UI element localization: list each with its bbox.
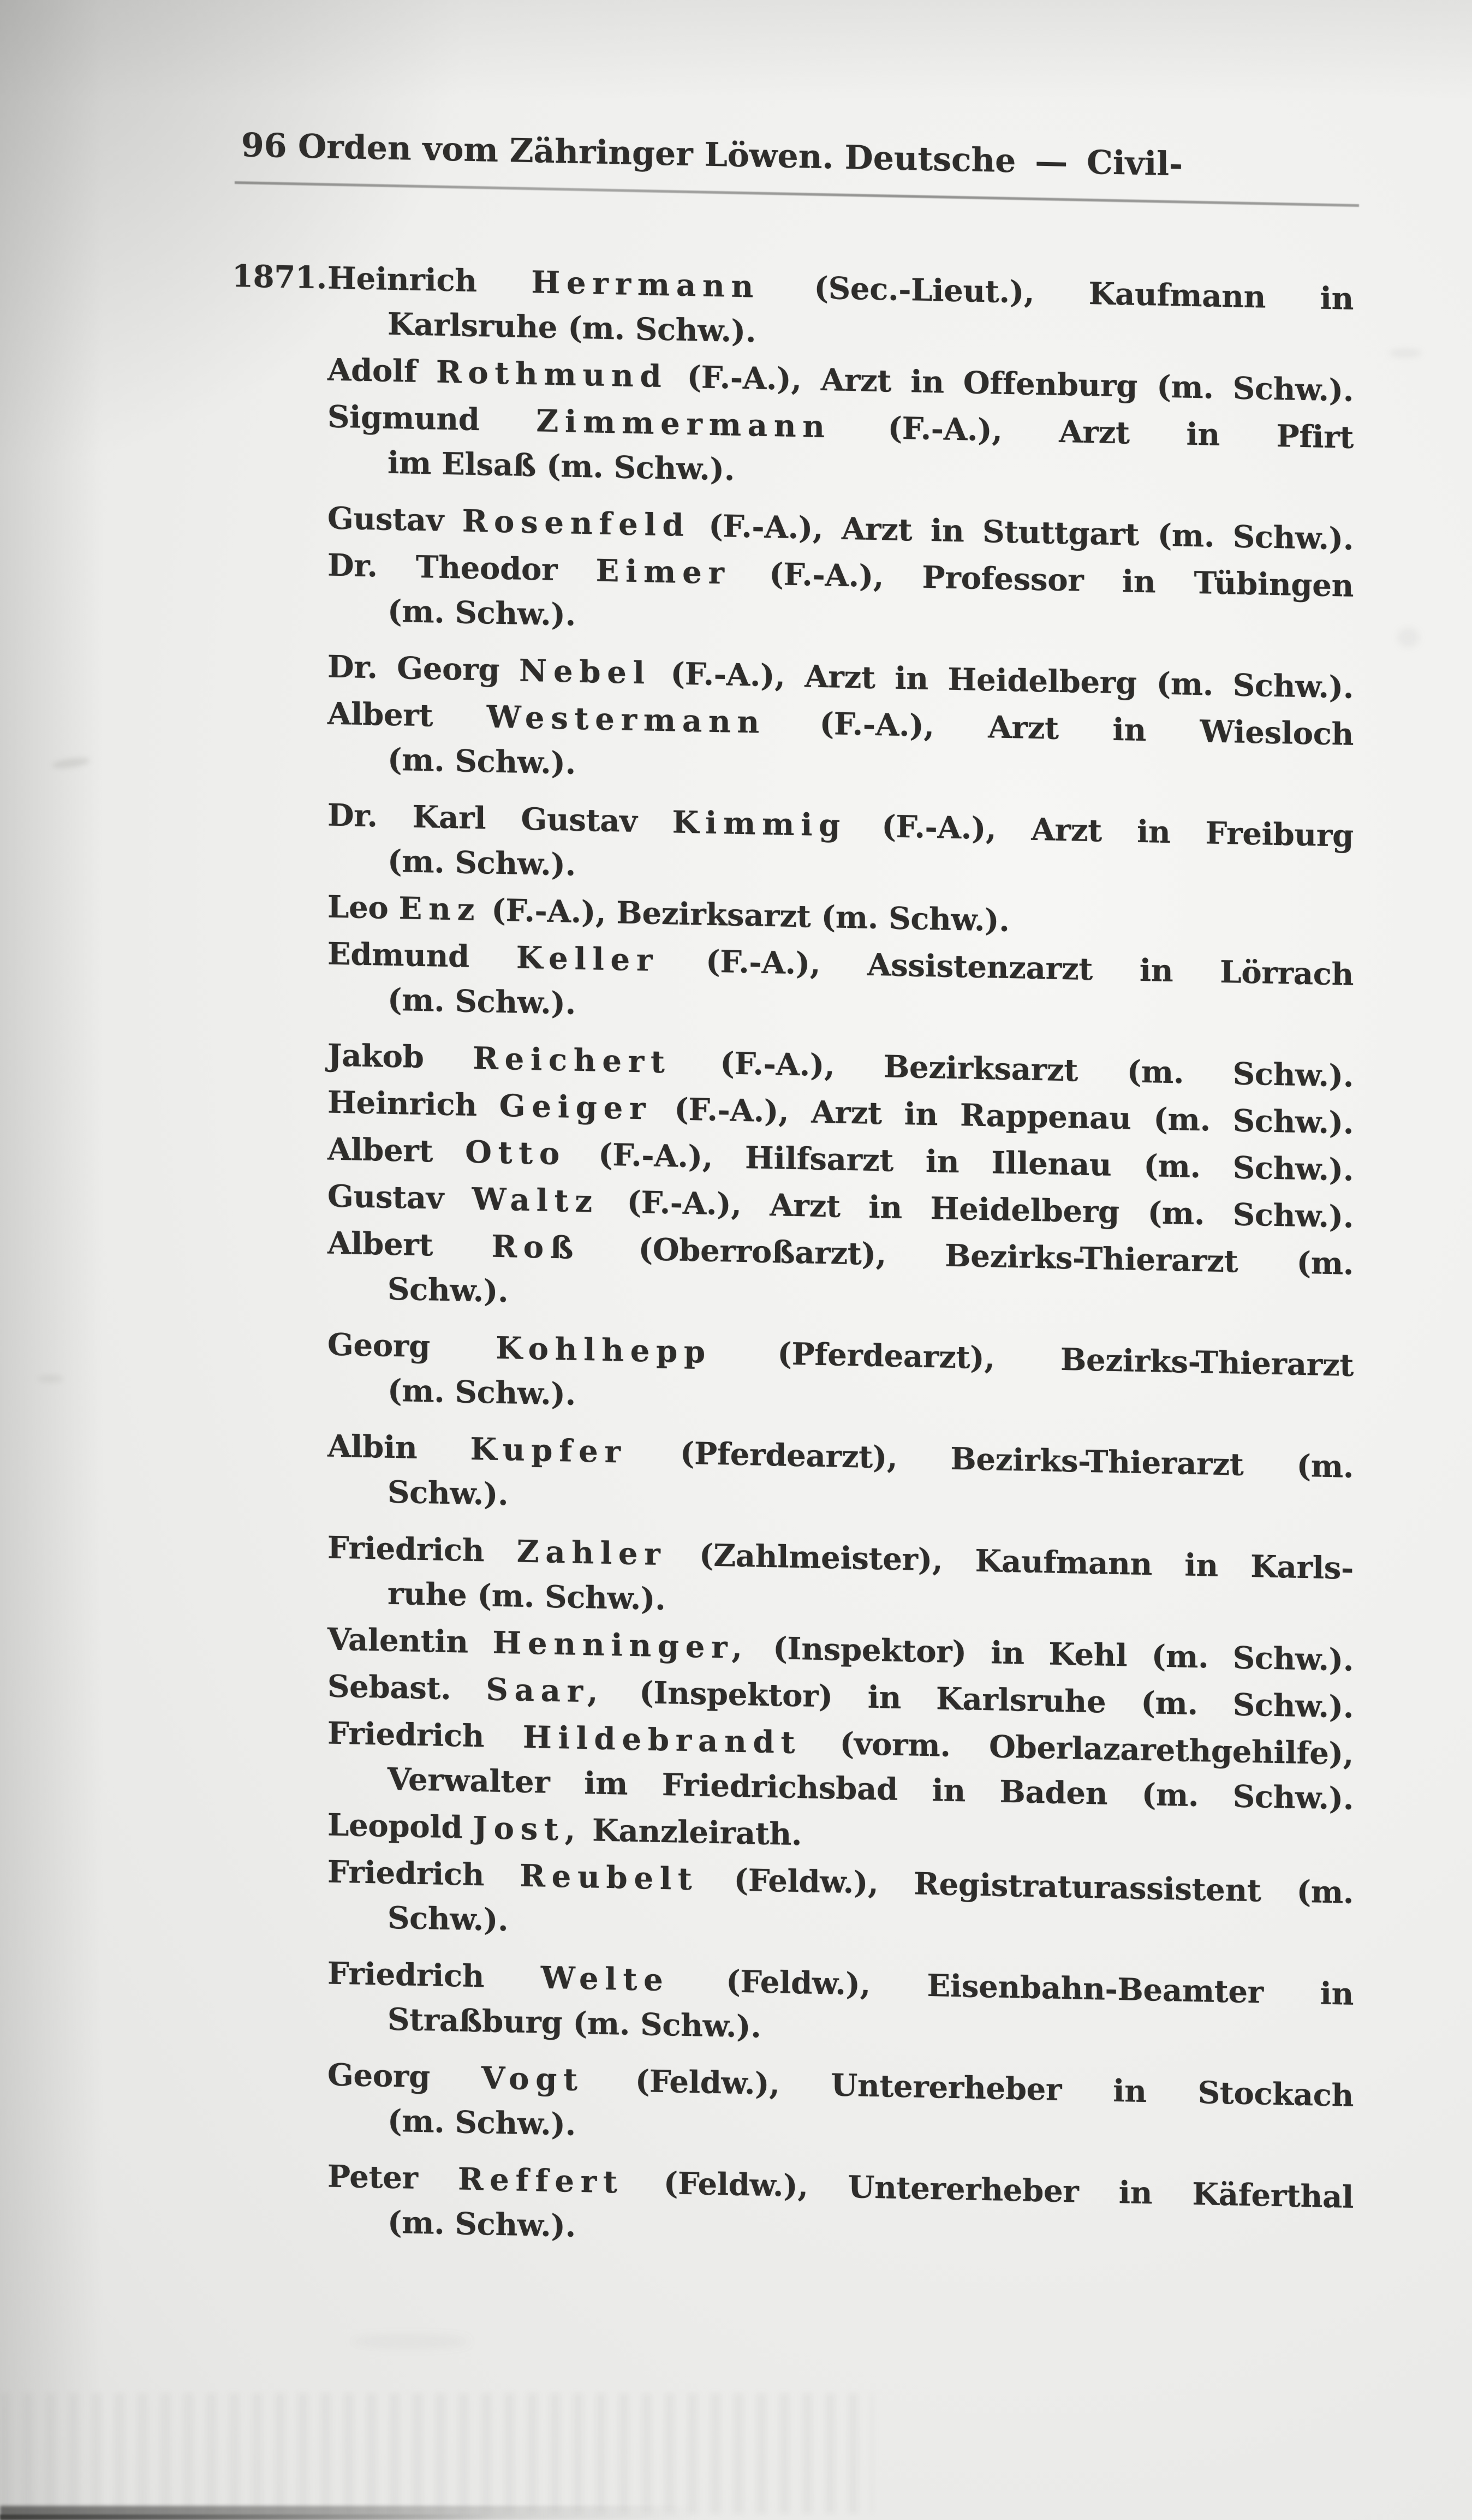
entry-text: Edmund xyxy=(327,936,516,976)
scan-smudge xyxy=(51,756,91,770)
entry-text: (F.-A.), Arzt in Rappenau (m. Schw.). xyxy=(652,1091,1354,1141)
entry-surname: Otto xyxy=(465,1134,567,1172)
entry-text: Gustav xyxy=(327,500,462,539)
entry-text: (F.-A.), Arzt in Heidelberg (m. Schw.). xyxy=(598,1183,1354,1235)
entry-text: (Inspektor) in Kehl (m. Schw.). xyxy=(748,1630,1354,1678)
entry-surname: Kimmig xyxy=(672,804,847,844)
scan-bottom-edge xyxy=(0,2515,491,2520)
list-entry xyxy=(327,691,1354,801)
scan-smudge xyxy=(1397,628,1419,647)
entry-text: (vorm. Oberlazarethgehilfe), xyxy=(801,1725,1354,1772)
entry-text: im Elsaß (m. Schw.). xyxy=(388,444,735,488)
page-number: 96 xyxy=(241,126,287,165)
entry-text: (m. Schw.). xyxy=(388,593,576,633)
list-entry xyxy=(327,543,1354,653)
entry-text: (F.-A.), Bezirksarzt (m. Schw.). xyxy=(481,892,1010,939)
entry-surname: Eimer xyxy=(595,552,731,592)
entry-surname: Nebel xyxy=(519,652,651,692)
entry-text: (Pferdearzt), Bezirks-Thierarzt xyxy=(711,1334,1354,1384)
entry-text: Friedrich xyxy=(327,1955,541,1996)
list-entry xyxy=(327,1849,1354,1959)
entry-text: (Feldw.), Untererheber in Stockach xyxy=(583,2062,1354,2114)
header-subtitle: Deutsche — Civil- xyxy=(844,138,1183,184)
list-entry xyxy=(232,255,1354,366)
entry-text: Sigmund xyxy=(327,398,537,439)
entry-surname: Herrmann xyxy=(531,264,760,305)
scan-smudge xyxy=(1389,349,1422,357)
entry-text: (F.-A.), Hilfsarzt in Illenau (m. Schw.). xyxy=(566,1136,1354,1188)
entry-text: Karlsruhe (m. Schw.). xyxy=(388,306,756,350)
entry-text: (Pferdearzt), Bezirks-Thierarzt (m. xyxy=(627,1434,1354,1485)
entry-surname: Hildebrandt xyxy=(522,1719,802,1761)
entry-text: Dr. Karl Gustav xyxy=(327,797,672,841)
entry-surname: Reichert xyxy=(473,1040,671,1081)
entry-text: (F.-A.), Bezirksarzt (m. Schw.). xyxy=(671,1044,1354,1094)
entry-surname: Saar, xyxy=(486,1671,605,1710)
list-entry xyxy=(327,1220,1354,1331)
entry-text: Heinrich xyxy=(327,260,532,301)
entry-surname: Henninger, xyxy=(492,1624,749,1666)
header-title: Orden vom Zähringer Löwen. xyxy=(297,127,834,177)
entry-text: Friedrich xyxy=(327,1854,520,1894)
running-header xyxy=(241,126,1183,184)
entry-text: (Feldw.), Eisenbahn-Beamter in xyxy=(669,1962,1354,2012)
entry-text: Verwalter im Friedrichsbad in Baden (m. Schw.). xyxy=(388,1761,1354,1817)
entry-text: (F.-A.), Arzt in Stuttgart (m. Schw.). xyxy=(690,508,1354,557)
entry-text: (F.-A.), Assistenzarzt in Lörrach xyxy=(659,942,1354,993)
entry-text: Albert xyxy=(327,695,487,735)
list-entry xyxy=(327,793,1354,903)
entry-surname: Rothmund xyxy=(436,354,668,395)
entry-surname: Jost, xyxy=(473,1809,582,1848)
entry-text: Albert xyxy=(327,1131,466,1170)
entry-surname: Roß xyxy=(491,1228,580,1266)
entry-text: Dr. Georg xyxy=(327,648,520,689)
list-entry xyxy=(327,1423,1354,1534)
entry-surname: Rosenfeld xyxy=(462,503,690,544)
entry-text: Albin xyxy=(327,1428,470,1467)
entry-text: (F.-A.), Arzt in Heidelberg (m. Schw.). xyxy=(651,655,1354,706)
scan-smudge xyxy=(38,1375,63,1382)
list-entry xyxy=(327,2052,1354,2162)
entry-text: (m. Schw.). xyxy=(388,843,576,883)
entry-text: (Feldw.), Registraturassistent (m. xyxy=(698,1861,1354,1911)
entry-text: (F.-A.), Arzt in Offenburg (m. Schw.). xyxy=(668,359,1354,409)
entry-text: (m. Schw.). xyxy=(388,2102,576,2143)
entry-surname: Welte xyxy=(540,1959,670,1999)
entry-text: Sebast. xyxy=(327,1668,486,1708)
entry-number: 1871. xyxy=(232,258,327,296)
entry-surname: Zahler xyxy=(516,1533,667,1573)
entry-text: Leo xyxy=(327,889,399,927)
entry-text: (m. Schw.). xyxy=(388,2204,576,2244)
entry-text: Valentin xyxy=(327,1621,493,1661)
entry-text: (m. Schw.). xyxy=(388,1372,576,1413)
entries-list xyxy=(232,255,1354,2264)
entry-text: Peter xyxy=(327,2158,458,2197)
entry-text: Friedrich xyxy=(327,1715,523,1755)
entry-text: (m. Schw.). xyxy=(388,981,576,1022)
entry-surname: Kupfer xyxy=(470,1431,627,1470)
list-entry xyxy=(327,931,1354,1041)
entry-surname: Vogt xyxy=(481,2060,584,2099)
entry-surname: Zimmermann xyxy=(536,403,831,445)
entry-text: Schw.). xyxy=(388,1271,509,1310)
entry-text: (F.-A.), Arzt in Pfirt xyxy=(831,409,1354,456)
entry-surname: Kohlhepp xyxy=(496,1330,712,1371)
entry-text: (Feldw.), Untererheber in Käferthal xyxy=(623,2164,1354,2215)
entry-text: Dr. Theodor xyxy=(327,547,596,589)
scan-smudge xyxy=(349,2336,469,2347)
entry-surname: Reubelt xyxy=(520,1857,699,1898)
list-entry xyxy=(327,1951,1354,2061)
entry-text: Adolf xyxy=(327,352,437,390)
scan-paper-mottle xyxy=(0,2393,873,2513)
entry-text: Jakob xyxy=(327,1037,473,1076)
list-entry xyxy=(327,1525,1354,1635)
list-entry xyxy=(327,2154,1354,2264)
entry-surname: Reffert xyxy=(457,2161,624,2201)
entry-text: (Zahlmeister), Kaufmann in Karls- xyxy=(666,1536,1354,1587)
entry-text: Straßburg (m. Schw.). xyxy=(388,2001,761,2045)
entry-text: Georg xyxy=(327,1326,496,1366)
entry-surname: Keller xyxy=(516,939,659,979)
page-text-block xyxy=(232,126,1359,2267)
list-entry xyxy=(327,394,1354,504)
header-rule xyxy=(235,181,1359,207)
entry-surname: Westermann xyxy=(486,699,766,741)
entry-text: Schw.). xyxy=(388,1474,509,1513)
entry-text: (F.-A.), Professor in Tübingen xyxy=(730,555,1354,604)
entry-text: ruhe (m. Schw.). xyxy=(388,1575,666,1618)
list-entry xyxy=(327,1322,1354,1432)
entry-text: (Inspektor) in Karlsruhe (m. Schw.). xyxy=(604,1673,1354,1725)
entry-text: Gustav xyxy=(327,1178,472,1217)
entry-text: Albert xyxy=(327,1225,492,1265)
entry-surname: Geiger xyxy=(499,1087,652,1127)
entry-text: Kanzleirath. xyxy=(581,1812,802,1853)
entry-text: (F.-A.), Arzt in Freiburg xyxy=(847,807,1354,854)
entry-text: (F.-A.), Arzt in Wiesloch xyxy=(765,704,1354,753)
entry-text: Schw.). xyxy=(388,1899,509,1939)
entry-text: (m. Schw.). xyxy=(388,741,576,782)
entry-surname: Enz xyxy=(398,890,481,928)
entry-text: Friedrich xyxy=(327,1529,517,1570)
entry-text: (Sec.-Lieut.), Kaufmann in xyxy=(759,269,1354,317)
entry-text: Heinrich xyxy=(327,1084,499,1124)
entry-surname: Waltz xyxy=(472,1181,599,1220)
list-entry xyxy=(327,1711,1354,1821)
entry-text: (Oberroßarzt), Bezirks-Thierarzt (m. xyxy=(580,1230,1354,1282)
entry-text: Georg xyxy=(327,2057,482,2096)
entry-text: Leopold xyxy=(327,1807,473,1846)
